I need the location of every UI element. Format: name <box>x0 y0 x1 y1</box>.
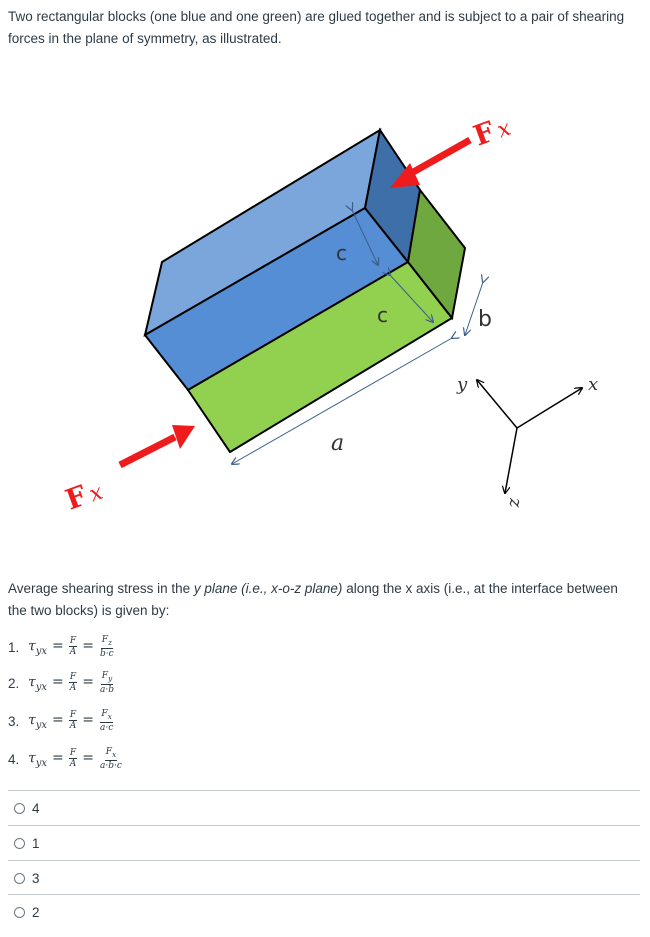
force-bottom-label: Fx <box>61 478 107 517</box>
axis-y-label: y <box>457 374 468 395</box>
answer-label: 2 <box>32 904 40 920</box>
axis-z-label: z <box>505 498 526 508</box>
dim-b-label: b <box>478 307 492 332</box>
formula-option-1: 1. $\tau_{yx}$ = $\frac{F}{A}$ = $\frac{F_z}{b\cdot c}$ <box>8 635 114 659</box>
formula-option-2: 2. $\tau_{yx}$ = $\frac{F}{A}$ = $\frac{F_y}{a\cdot b}$ <box>8 671 115 695</box>
answer-choice-2[interactable] <box>8 894 640 929</box>
axis-x-line <box>517 388 582 428</box>
radio-button[interactable] <box>14 873 25 884</box>
axis-x-label: x <box>588 374 599 395</box>
radio-button[interactable] <box>14 907 25 918</box>
answer-choice-3[interactable] <box>8 860 640 895</box>
radio-button[interactable] <box>14 803 25 814</box>
answer-label: 3 <box>32 870 40 886</box>
axis-z-line <box>505 428 517 493</box>
force-bottom-arrowhead <box>172 425 195 449</box>
force-top-label: Fx <box>469 114 515 153</box>
force-top-arrow <box>408 140 470 175</box>
answer-label: 4 <box>32 800 40 816</box>
question-text: Two rectangular blocks (one blue and one green) are glued together and is subject to a pair of shearing forces in the plane of symmetry, as illustrated. <box>8 9 625 46</box>
dim-a-label: a <box>331 431 345 456</box>
blocks-figure <box>0 88 650 558</box>
dim-c-top-label: c <box>336 241 347 265</box>
question-stem: Average shearing stress in the y plane (i.e., x-o-z plane) along the x axis (i.e., at the interface between the two blocks) is given by: <box>8 581 618 618</box>
answer-choice-1[interactable] <box>8 825 640 860</box>
formula-option-4: 4. $\tau_{yx}$ = $\frac{F}{A}$ = $\frac{F_x}{a\cdot b\cdot c}$ <box>8 747 122 771</box>
blocks-diagram <box>0 88 650 558</box>
answer-label: 1 <box>32 835 40 851</box>
force-bottom-arrow <box>120 437 175 465</box>
dim-c-bottom-label: c <box>377 303 388 327</box>
answer-choice-4[interactable] <box>8 790 640 825</box>
axis-y-line <box>477 380 517 428</box>
formula-option-3: 3. $\tau_{yx}$ = $\frac{F}{A}$ = $\frac{F_x}{a\cdot c}$ <box>8 709 114 733</box>
radio-button[interactable] <box>14 838 25 849</box>
